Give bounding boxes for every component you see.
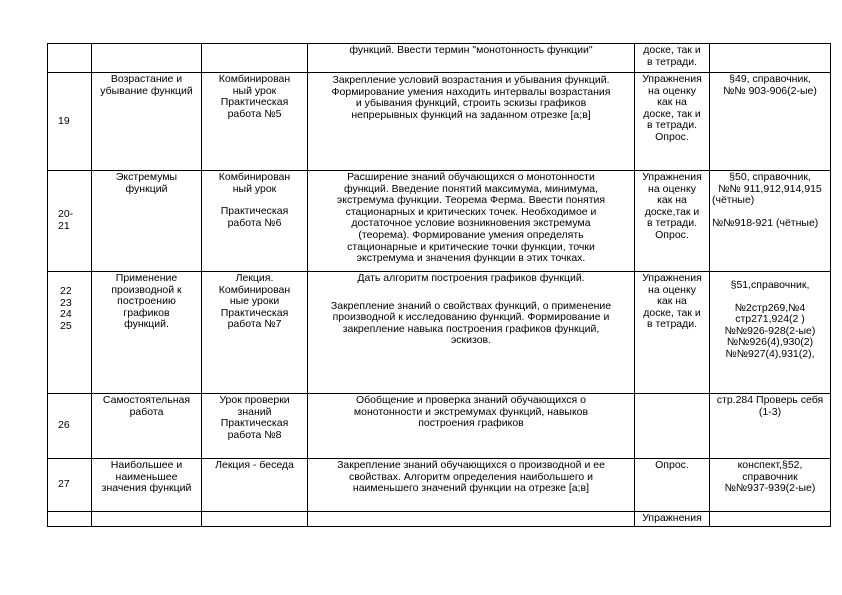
lesson-content-line: Расширение знаний обучающихся о монотонности [347,171,595,183]
table-row [48,272,831,394]
lesson-type-line: Практическая [220,306,289,319]
homework-line: конспект,§52, [737,459,803,471]
lesson-number-line: 22 [60,285,72,297]
student-activity-cell [635,512,710,527]
homework-line: №2стр269,№4 [734,301,806,314]
lesson-topic-line: функций [125,182,168,195]
table-row [48,44,831,73]
student-activity-cell [635,171,710,272]
lesson-type-cell [202,44,308,73]
lesson-topic-line: Наибольшее и [110,459,183,471]
student-activity-cell [635,44,710,73]
lesson-type-line: Лекция. [235,272,274,284]
homework-cell [710,512,831,527]
lesson-number-line: 23 [60,296,72,309]
lesson-type-line: Комбинирован [218,283,291,296]
lesson-content-line: Закрепление условий возрастания и убывания функций. [332,74,610,86]
lesson-content-line: монотонности и экстремумах функций, навыков [353,405,589,418]
lesson-number-line: 20- [58,208,74,221]
table-row [48,171,831,272]
lesson-number-line: 27 [58,478,70,491]
lesson-type-cell [202,171,308,272]
homework-cell [710,459,831,512]
lesson-content-cell [308,171,635,272]
lesson-topic-line: Возрастание и [110,73,183,85]
lesson-content-line: наименьшего значений функции на отрезке [а;в] [352,482,590,495]
lesson-topic-line: функций. [124,318,169,331]
student-activity-line: в тетради. [646,217,698,230]
student-activity-line: Упражнения [642,73,702,85]
homework-line: §50, справочник, [729,171,811,183]
lesson-type-cell [202,272,308,394]
homework-line: справочник [742,470,798,483]
homework-line: №№ 911,912,914,915 [718,182,822,195]
lesson-content-line: экстремума и значения функции в этих точках. [356,252,586,265]
lesson-type-line: работа №8 [227,428,282,441]
lesson-content-line: Закрепление знаний о свойствах функций, о применение [330,299,612,312]
lesson-topic-cell [92,73,202,171]
lesson-type-line: Урок проверки [219,394,290,406]
student-activity-line: в тетради. [646,119,698,132]
homework-line: №№926-928(2-ые) [724,324,816,337]
lesson-number-cell [48,394,92,459]
lesson-content-line: функций. Ввести термин "монотонность функции" [349,44,593,56]
lesson-topic-line: графиков [123,306,170,319]
lesson-number-line: 24 [60,308,72,321]
lesson-topic-line: наименьшее [115,470,178,483]
homework-line: (чётные) [712,194,755,207]
lesson-number-cell [48,459,92,512]
homework-line: стр.284 Проверь себя [716,394,824,406]
homework-cell [710,44,831,73]
lesson-content-line: стационарных и критических точек. Необходимое и [345,205,597,218]
lesson-topic-line: Применение [115,272,178,284]
lesson-type-line: Комбинирован [218,73,291,85]
lesson-content-line: закрепление навыка построения графиков функций, [342,322,600,335]
homework-cell [710,171,831,272]
table-row [48,459,831,512]
table-row [48,512,831,527]
lesson-plan-table [47,43,831,527]
student-activity-cell [635,394,710,459]
student-activity-line: Упражнения [642,171,702,183]
homework-line: №№926(4),930(2) [726,336,814,349]
student-activity-line: доске, так и [643,306,701,319]
lesson-type-line: Комбинирован [218,171,291,183]
student-activity-line: Опрос. [655,130,689,143]
lesson-number-line: 21 [58,220,70,232]
lesson-type-cell [202,459,308,512]
student-activity-line: Опрос. [655,459,689,471]
student-activity-line: как на [657,194,687,207]
lesson-content-cell [308,272,635,394]
student-activity-line: доске, так и [643,107,701,120]
lesson-topic-cell [92,272,202,394]
homework-line: §51,справочник, [730,279,810,291]
lesson-type-cell [202,394,308,459]
lesson-number-cell [48,44,92,73]
lesson-number-cell [48,512,92,527]
student-activity-line: доске, так и [643,44,701,56]
lesson-topic-line: построению [117,295,176,308]
lesson-type-line: Практическая [220,205,289,218]
student-activity-line: как на [657,295,687,308]
student-activity-cell [635,272,710,394]
lesson-content-line: свойствах. Алгоритм определения наибольшего и [348,470,594,483]
lesson-number-line: 19 [58,114,70,127]
lesson-topic-cell [92,394,202,459]
lesson-topic-line: Самостоятельная [102,394,191,406]
lesson-topic-line: производной к [111,283,182,296]
lesson-topic-line: убывание функций [100,84,193,97]
homework-line: стр271,924(2 ) [735,313,805,326]
homework-line: №№ 903-906(2-ые) [723,84,817,97]
homework-line: №№927(4),931(2), [725,347,815,360]
lesson-topic-cell [92,44,202,73]
lesson-content-line: Дать алгоритм построения графиков функций. [357,272,585,284]
homework-line [712,292,828,303]
homework-cell [710,73,831,171]
lesson-content-line: Формирование умения находить интервалы возрастания [331,85,611,98]
homework-cell [710,272,831,394]
lesson-topic-cell [92,512,202,527]
lesson-content-cell [308,512,635,527]
lesson-type-line: работа №5 [227,107,282,120]
lesson-topic-line: значения функций [101,482,192,495]
lesson-content-line [310,285,632,301]
student-activity-line: на оценку [648,283,696,296]
homework-cell [710,394,831,459]
student-activity-line: в тетради. [646,318,698,331]
lesson-number-line: 25 [60,319,72,332]
student-activity-line: доске,так и [644,205,700,218]
lesson-content-line: производной к исследованию функций. Формирование и [332,311,610,324]
table-body [48,44,831,527]
student-activity-line: в тетради. [646,55,698,68]
lesson-content-line: экстремума функции. Теорема Ферма. Ввести понятия [336,194,606,207]
lesson-content-cell [308,44,635,73]
lesson-type-line: Практическая [220,417,289,430]
lesson-type-line: работа №6 [227,216,282,229]
lesson-type-line: ный урок [232,182,277,195]
table-row [48,73,831,171]
student-activity-line: на оценку [648,84,696,97]
lesson-topic-cell [92,171,202,272]
student-activity-line: как на [657,96,687,109]
lesson-type-line: работа №7 [227,318,282,331]
lesson-content-cell [308,73,635,171]
lesson-number-line: 26 [58,419,70,432]
lesson-type-line: Практическая [220,96,289,109]
student-activity-cell [635,73,710,171]
lesson-content-line: эскизов. [450,334,492,347]
lesson-type-cell [202,512,308,527]
homework-line: №№937-939(2-ые) [724,482,816,495]
lesson-content-line: Закрепление знаний обучающихся о производной и ее [337,459,605,471]
lesson-content-cell [308,459,635,512]
lesson-topic-line: работа [129,405,164,418]
lesson-content-line: непрерывных функций на заданном отрезке [а;в] [351,108,591,121]
lesson-content-line: Обобщение и проверка знаний обучающихся о [356,394,586,406]
lesson-number-cell [48,171,92,272]
student-activity-cell [635,459,710,512]
lesson-content-line: функций. Введение понятий максимума, минимума, [343,182,599,195]
student-activity-line: Упражнения [642,512,702,524]
lesson-type-line: ные уроки [229,295,280,308]
lesson-content-line: и убывания функций, строить эскизы графиков [355,97,587,110]
lesson-content-line: стационарные и критические точки функции, точки [347,240,595,253]
lesson-type-cell [202,73,308,171]
student-activity-line: Опрос. [655,228,689,241]
homework-line: §49, справочник, [729,73,811,85]
table-row [48,394,831,459]
lesson-number-cell [48,272,92,394]
lesson-type-line: знаний [237,405,272,418]
lesson-content-line: (теорема). Формирование умения определять [358,228,584,241]
homework-line: (1-3) [758,405,782,418]
lesson-type-line: ный урок [232,84,277,97]
lesson-type-line: Лекция - беседа [215,459,294,471]
lesson-topic-cell [92,459,202,512]
lesson-content-line: построения графиков [418,417,524,430]
lesson-content-line: достаточное условие возникновения экстремума [351,217,591,230]
homework-line: №№918-921 (чётные) [712,216,819,229]
student-activity-line: на оценку [648,182,696,195]
lesson-topic-line: Экстремумы [115,171,178,183]
lesson-content-cell [308,394,635,459]
lesson-number-cell [48,73,92,171]
student-activity-line: Упражнения [642,272,702,284]
